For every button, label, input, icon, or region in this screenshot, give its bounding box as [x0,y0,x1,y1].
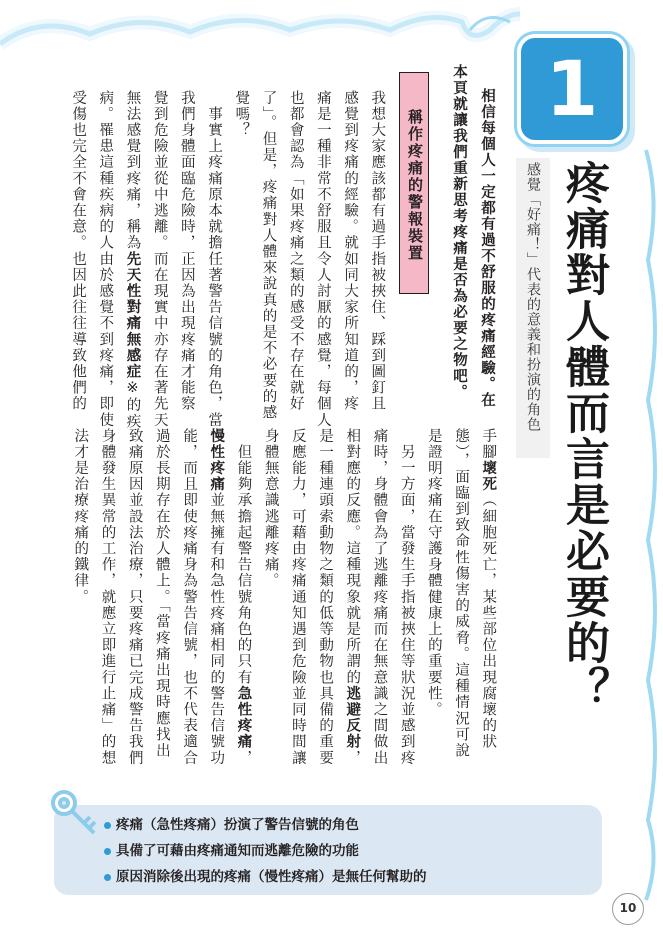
text-run: 但能夠承擔起警告信號角色的只有 [235,428,252,686]
page-subtitle: 感覺「好痛！」代表的意義和扮演的角色 [525,162,541,432]
body-text-column [146,90,172,428]
body-text-column [149,428,175,759]
body-text-column [174,90,200,412]
page-title: 疼痛對人體而言是必要的？ [558,160,609,712]
body-text-column [339,428,365,766]
body-text-column [119,90,145,430]
body-text-column [201,90,227,428]
text-run: 手腳 [480,428,497,461]
text-run: 也都會認為「如果疼痛之類的感受不存在就好 [287,90,304,412]
bold-term: 逃避反射 [344,685,361,751]
intro-line-1: 相信每個人一定都有過不舒服的疼痛經驗。在 [479,88,495,408]
text-run: 另一方面，當發生手指被挾住等狀況並感到疼 [398,428,415,767]
text-run: 能，而且即使疼痛身為警告信號，也不代表適合 [181,428,198,767]
body-text-column [65,90,91,412]
body-text-column [421,428,447,718]
bold-term: 慢性疼痛 [208,428,225,493]
body-text-column [255,90,281,421]
body-text-column [121,428,147,766]
text-run: ， [235,750,252,767]
text-run: 我想大家應該都有過手指被挾住、踩到圖釘且 [369,90,386,412]
body-text-column [285,428,311,766]
text-run: ， [344,750,361,767]
chapter-number: 1 [545,44,599,133]
text-run: 感覺到疼痛的經驗。就如同大家所知道的，疼 [342,90,359,412]
text-run: 法才是治療疼痛的鐵律。 [72,428,89,606]
text-run: 痛時，身體會為了逃離疼痛而在無意識之間做出 [371,428,388,767]
body-text-column [228,90,254,138]
text-run: 過於長期存在於人體上。「當疼痛出現時應找出 [153,428,170,759]
text-run: 無法感覺到疼痛，稱為 [124,90,141,251]
summary-item: 疼痛（急性疼痛）扮演了警告信號的角色 [104,812,427,838]
body-text-column [448,428,474,759]
bold-term: 壞死 [480,460,497,493]
text-run: 態），面臨到致命性傷害的威脅。這種情況可說 [453,428,470,759]
section-heading-box [399,72,429,294]
body-text-column [282,90,308,412]
text-run: 反應能力，可藉由疼痛通知遇到危險並同時間讓 [289,428,306,767]
section-heading: 稱作疼痛的警報裝置 [406,109,424,262]
summary-item: 具備了可藉由疼痛通知而逃離危險的功能 [104,838,427,864]
body-text-column [176,428,202,766]
text-run: 致痛原因並設法治療，只要疼痛已完成警告我們 [126,428,143,767]
text-run: 並無擁有和急性疼痛相同的警告信號功 [208,492,225,767]
page-number: 10 [612,893,644,925]
body-text-column [337,90,363,412]
text-run: 覺嗎？ [233,90,250,139]
key-icon [46,785,104,843]
intro-line-2: 本頁就讓我們重新思考疼痛是否為必要之物吧。 [451,64,467,400]
body-text-column [92,90,118,428]
chapter-number-badge [517,34,627,144]
bold-term: 急性疼痛 [235,685,252,751]
body-text-column [312,428,338,766]
text-run: 是一種連頭索動物之類的低等動物也具備的重要 [317,428,334,767]
text-run: （細胞死亡，某些部位出現腐壞的狀 [480,492,497,751]
text-run: 我們身體面臨危險時，正因為出現疼痛才能察 [178,90,195,412]
summary-list [104,812,427,890]
body-text-column [257,428,283,589]
summary-item: 原因消除後出現的疼痛（慢性疼痛）是無任何幫助的 [104,864,427,890]
text-run: ※的疾 [124,379,141,430]
text-run: 受傷也完全不會在意。也因此往往導致他們的 [70,90,87,412]
body-text-column [203,428,229,766]
body-text-column [94,428,120,766]
bullet-dot-icon [104,822,111,829]
text-run: 是證明疼痛在守護身體健康上的重要性。 [425,428,442,718]
text-run: 身體無意識逃離疼痛。 [262,428,279,589]
bold-term: 先天性對痛無感症 [124,251,141,380]
body-text-column [230,428,256,766]
body-text-column [475,428,501,750]
text-run: 了」。但是，疼痛對人體來說真的是不必要的感 [260,90,277,421]
body-text-column [67,428,93,605]
text-run: 事實上疼痛原本就擔任著警告信號的角色，當 [206,90,223,429]
text-run: 覺到危險並從中逃離。而在現實中亦存在著先天 [151,90,168,429]
body-text-column [366,428,392,766]
text-run: 痛是一種非常不舒服且令人討厭的感覺，每個人 [314,90,331,429]
bullet-dot-icon [104,874,111,881]
text-run: 病。罹患這種疾病的人由於感覺不到疼痛，即使 [97,90,114,429]
body-text-column [310,90,336,428]
body-text-column [393,428,419,766]
text-run: 身體發生異常的工作，就應立即進行止痛」的想 [99,428,116,767]
body-text-column [364,90,390,412]
bullet-dot-icon [104,848,111,855]
text-run: 相對應的反應。這種現象就是所謂的 [344,428,361,686]
